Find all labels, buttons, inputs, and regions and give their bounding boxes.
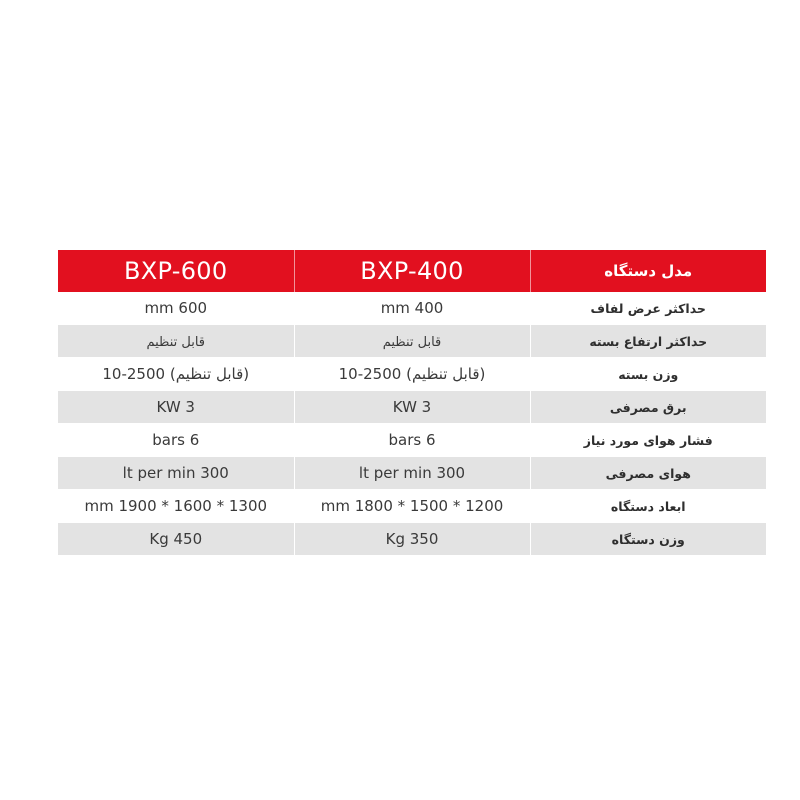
cell-model-b xyxy=(58,523,294,556)
cell-model-b xyxy=(58,358,294,391)
value-text: bars 6 xyxy=(152,431,200,449)
cell-model-a xyxy=(294,424,530,457)
header-label-text: مدل دستگاه xyxy=(604,262,693,280)
header-model-b-text: BXP-600 xyxy=(124,257,228,285)
cell-model-b xyxy=(58,457,294,490)
row-label: وزن دستگاه xyxy=(530,523,766,556)
table-row xyxy=(58,391,766,424)
table-row xyxy=(58,457,766,490)
cell-model-b xyxy=(58,490,294,523)
cell-model-a xyxy=(294,490,530,523)
table-row xyxy=(58,424,766,457)
cell-model-b xyxy=(58,292,294,325)
value-text: mm 600 xyxy=(144,299,208,317)
header-model-b xyxy=(58,250,294,292)
row-label: حداکثر عرض لفاف xyxy=(530,292,766,325)
header-label xyxy=(530,250,766,292)
row-label: ابعاد دستگاه xyxy=(530,490,766,523)
value-text: mm 1900 * 1600 * 1300 xyxy=(84,497,268,515)
table-row xyxy=(58,292,766,325)
value-text: lt per min 300 xyxy=(358,464,466,482)
cell-model-a xyxy=(294,292,530,325)
table-row xyxy=(58,523,766,556)
value-text: Kg 350 xyxy=(385,530,439,548)
row-label: حداکثر ارتفاع بسته xyxy=(530,325,766,358)
row-label: وزن بسته xyxy=(530,358,766,391)
value-text: bars 6 xyxy=(388,431,436,449)
cell-model-b xyxy=(58,424,294,457)
header-model-a xyxy=(294,250,530,292)
value-text: KW 3 xyxy=(156,398,195,416)
value-text: قابل تنظیم xyxy=(382,335,442,350)
cell-model-a xyxy=(294,358,530,391)
value-text: 10-2500 (قابل تنظیم) xyxy=(102,365,250,383)
value-text: قابل تنظیم xyxy=(146,335,206,350)
table-row xyxy=(58,358,766,391)
spec-table xyxy=(58,250,766,556)
table-header-row xyxy=(58,250,766,292)
cell-model-a xyxy=(294,523,530,556)
value-text: lt per min 300 xyxy=(122,464,229,482)
cell-model-b xyxy=(58,391,294,424)
value-text: mm 1800 * 1500 * 1200 xyxy=(320,497,504,515)
row-label: برق مصرفی xyxy=(530,391,766,424)
table-row xyxy=(58,490,766,523)
row-label: هوای مصرفی xyxy=(530,457,766,490)
cell-model-b xyxy=(58,325,294,358)
cell-model-a xyxy=(294,457,530,490)
value-text: Kg 450 xyxy=(149,530,203,548)
value-text: 10-2500 (قابل تنظیم) xyxy=(338,365,486,383)
value-text: mm 400 xyxy=(380,299,444,317)
cell-model-a xyxy=(294,391,530,424)
value-text: KW 3 xyxy=(392,398,432,416)
header-model-a-text: BXP-400 xyxy=(360,257,464,285)
table-row xyxy=(58,325,766,358)
cell-model-a xyxy=(294,325,530,358)
row-label: فشار هوای مورد نیاز xyxy=(530,424,766,457)
